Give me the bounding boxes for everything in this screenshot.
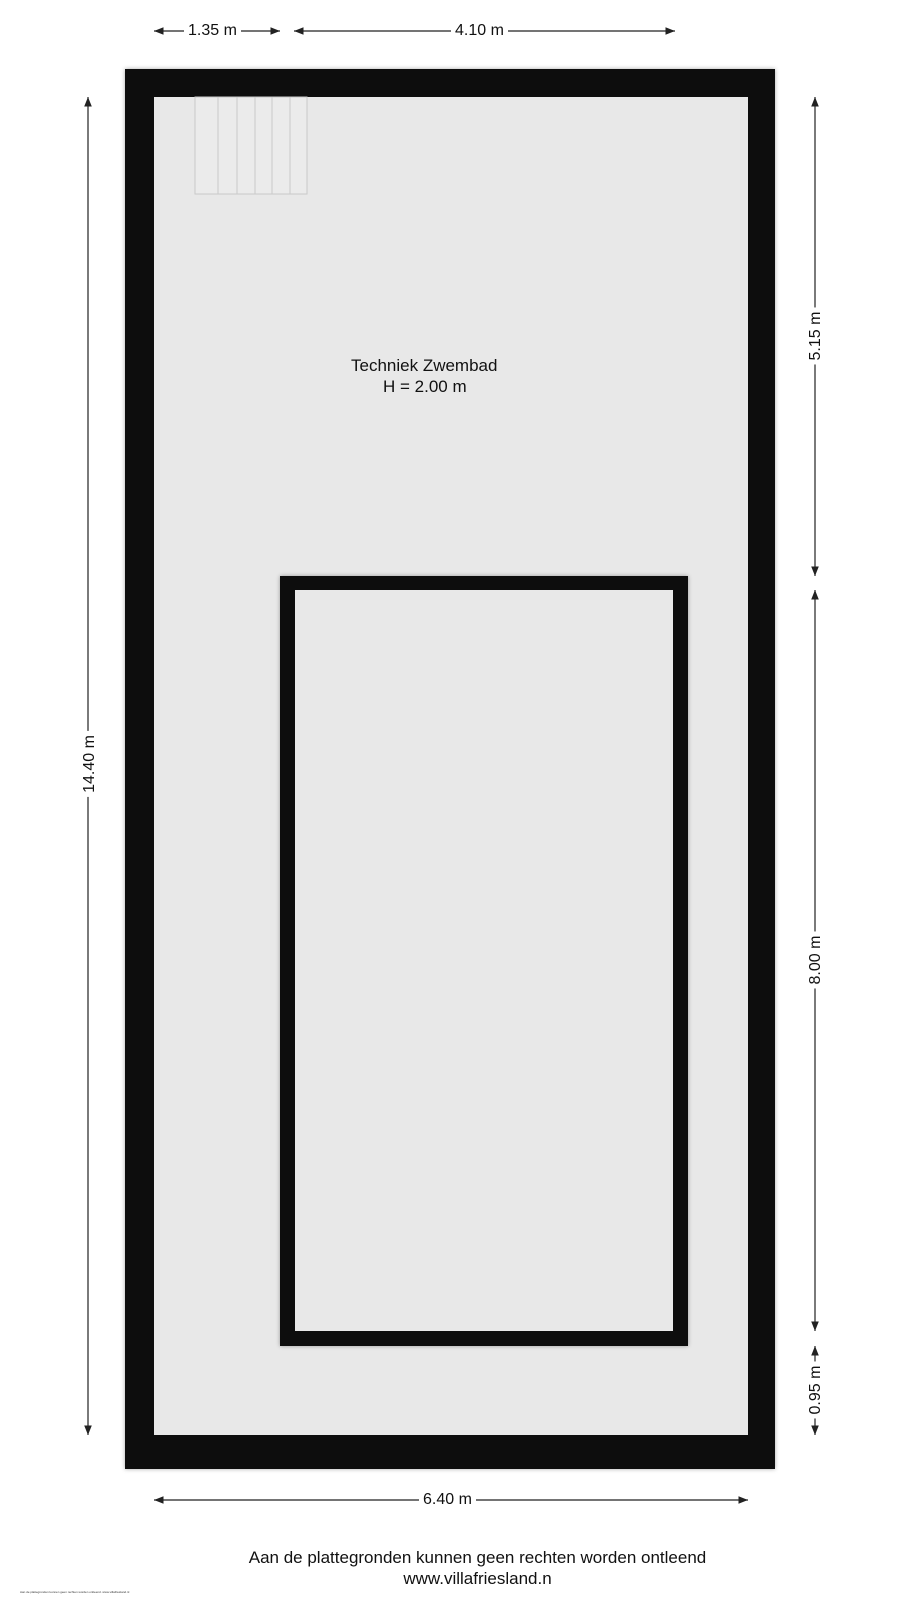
stairs	[195, 97, 307, 194]
dim-label-top-left: 1.35 m	[184, 22, 241, 40]
room-name: Techniek Zwembad	[351, 356, 498, 375]
dim-label-right-upper: 5.15 m	[807, 308, 825, 365]
dim-label-top-right: 4.10 m	[451, 22, 508, 40]
pool-floor	[295, 590, 673, 1331]
footer-fine-print: Aan de plattegronden kunnen geen rechten worden ontleend. www.villafriesland.nl	[20, 1590, 130, 1594]
room-height: H = 2.00 m	[383, 377, 467, 396]
dim-label-right-lower: 0.95 m	[807, 1362, 825, 1419]
footer-disclaimer: Aan de plattegronden kunnen geen rechten worden ontleend	[248, 1548, 707, 1567]
dim-label-right-middle: 8.00 m	[807, 932, 825, 989]
dim-label-left: 14.40 m	[81, 731, 99, 797]
footer-website: www.villafriesland.n	[403, 1569, 552, 1588]
dim-label-bottom: 6.40 m	[419, 1491, 476, 1509]
room-label	[351, 355, 621, 397]
